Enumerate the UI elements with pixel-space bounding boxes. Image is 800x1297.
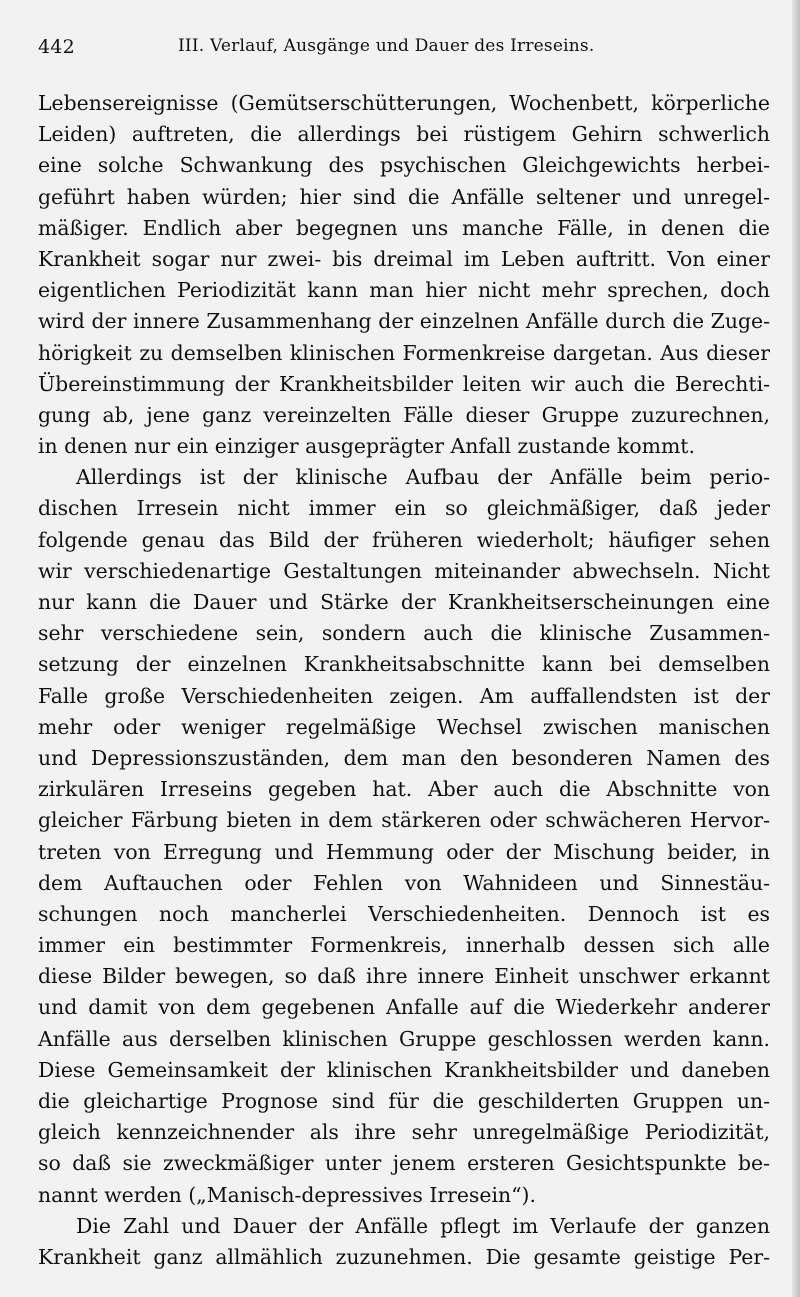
text-line: wir verschiedenartige Gestaltungen miteinander abwechseln. Nicht	[38, 558, 770, 583]
text-line: treten von Erregung und Hemmung oder der Mischung beider, in	[38, 839, 770, 864]
text-line: und Depressionszuständen, dem man den besonderen Namen des	[38, 745, 770, 770]
text-line: zirkulären Irreseins gegeben hat. Aber auch die Abschnitte von	[38, 777, 770, 802]
text-line: wird der innere Zusammenhang der einzelnen Anfälle durch die Zuge-	[38, 309, 770, 334]
text-line-paragraph-start: Die Zahl und Dauer der Anfälle pflegt im Verlaufe der ganzen	[76, 1213, 770, 1238]
text-line: hörigkeit zu demselben klinischen Formenkreise dargetan. Aus dieser	[38, 340, 770, 365]
text-line: setzung der einzelnen Krankheitsabschnitte kann bei demselben	[38, 652, 770, 677]
text-line: folgende genau das Bild der früheren wiederholt; häufiger sehen	[38, 527, 770, 552]
text-line: dischen Irresein nicht immer ein so gleichmäßiger, daß jeder	[38, 496, 770, 521]
page-header	[38, 36, 770, 62]
text-line: sehr verschiedene sein, sondern auch die klinische Zusammen-	[38, 621, 770, 646]
running-title: III. Verlauf, Ausgänge und Dauer des Irreseins.	[178, 36, 595, 56]
text-line: mäßiger. Endlich aber begegnen uns manche Fälle, in denen die	[38, 215, 770, 240]
text-line: Falle große Verschiedenheiten zeigen. Am auffallendsten ist der	[38, 683, 770, 708]
text-line: nur kann die Dauer und Stärke der Krankheitserscheinungen eine	[38, 590, 770, 614]
text-line: gleicher Färbung bieten in dem stärkeren oder schwächeren Hervor-	[38, 808, 770, 833]
page-number: 442	[38, 36, 75, 58]
text-line: Lebensereignisse (Gemütserschütterungen, Wochenbett, körperliche	[38, 91, 770, 115]
text-line: in denen nur ein einziger ausgeprägter Anfall zustande kommt.	[38, 434, 695, 459]
text-line: diese Bilder bewegen, so daß ihre innere Einheit unschwer erkannt	[38, 964, 770, 989]
text-line: gung ab, jene ganz vereinzelten Fälle dieser Gruppe zuzurechnen,	[38, 402, 770, 427]
text-line: dem Auftauchen oder Fehlen von Wahnideen und Sinnestäu-	[38, 870, 770, 895]
text-line: geführt haben würden; hier sind die Anfälle seltener und unregel-	[38, 184, 770, 209]
text-line: gleich kennzeichnender als ihre sehr unregelmäßige Periodizität,	[38, 1120, 770, 1145]
text-line: Anfälle aus derselben klinischen Gruppe geschlossen werden kann.	[38, 1026, 770, 1051]
text-line: Krankheit ganz allmählich zuzunehmen. Die gesamte geistige Per-	[38, 1244, 770, 1269]
text-line: nannt werden („Manisch-depressives Irresein“).	[38, 1182, 536, 1207]
text-line: mehr oder weniger regelmäßige Wechsel zwischen manischen	[38, 714, 770, 739]
text-line: immer ein bestimmter Formenkreis, innerhalb dessen sich alle	[38, 933, 770, 958]
text-line: schungen noch mancherlei Verschiedenheiten. Dennoch ist es	[38, 901, 770, 926]
text-line: so daß sie zweckmäßiger unter jenem ersteren Gesichtspunkte be-	[38, 1151, 770, 1176]
text-line-paragraph-start: Allerdings ist der klinische Aufbau der Anfälle beim perio-	[76, 465, 770, 490]
text-line: eigentlichen Periodizität kann man hier nicht mehr sprechen, doch	[38, 278, 770, 303]
text-line: Diese Gemeinsamkeit der klinischen Krankheitsbilder und daneben	[38, 1057, 770, 1082]
text-line: Leiden) auftreten, die allerdings bei rüstigem Gehirn schwerlich	[38, 122, 770, 147]
text-line: Krankheit sogar nur zwei- bis dreimal im Leben auftritt. Von einer	[38, 246, 770, 271]
text-line: Übereinstimmung der Krankheitsbilder leiten wir auch die Berechti-	[38, 371, 770, 396]
text-line: und damit von dem gegebenen Anfalle auf die Wiederkehr anderer	[38, 995, 770, 1020]
text-line: die gleichartige Prognose sind für die geschilderten Gruppen un-	[38, 1089, 770, 1113]
text-line: eine solche Schwankung des psychischen Gleichgewichts herbei-	[38, 153, 770, 178]
page-edge-shadow	[792, 0, 800, 1297]
body-text	[38, 88, 770, 1273]
